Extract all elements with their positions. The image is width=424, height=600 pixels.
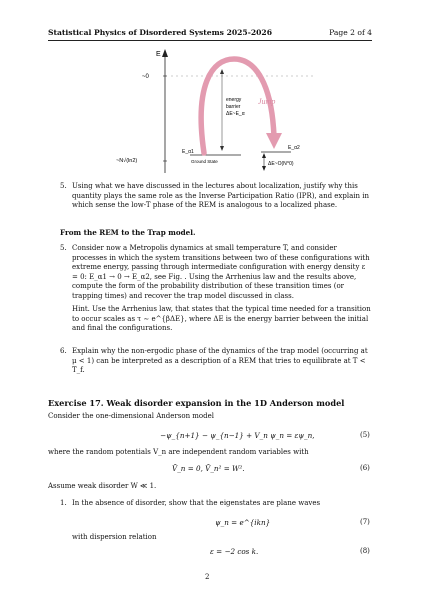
label-ea1: E_α1 <box>182 149 194 155</box>
energy-landscape-figure <box>116 45 366 175</box>
label-delta: ΔE~O(N^0) <box>268 161 294 167</box>
q6-text: Explain why the non-ergodic phase of the dynamics of the trap model (occurring at μ < 1) can be interpreted as a description of a REM that tries to equilibrate at T < T_f. <box>72 347 368 374</box>
page-header <box>48 28 372 41</box>
axis-label-E: E <box>156 51 161 58</box>
equation-8-number: (8) <box>360 547 370 555</box>
q5b-hint: Hint. Use the Arrhenius law, that states that the typical time needed for a transition to occur scales as τ ∼ e^{βΔE}, where ΔE is the energy barrier between the initial and final the configurations. <box>72 305 371 332</box>
ex17-dispersion: with dispersion relation <box>72 533 157 541</box>
ex17-q1-text: In the absence of disorder, show that the eigenstates are plane waves <box>72 499 321 507</box>
jump-arrowhead <box>266 133 282 149</box>
course-title: Statistical Physics of Disordered Systems 2025-2026 <box>48 28 272 37</box>
annot-barrier-3: ΔE~E_α <box>226 111 245 117</box>
q5b-text: Consider now a Metropolis dynamics at small temperature T, and consider processes in which the system transitions between two of these configurations with extreme energy, passing through intermediate configuration with energy density ε = 0: E_α1 → 0 → E_α2, see Fig. . Using the Arrhenius law and the results above, compute the form of the probability distribution of these transition times (or trapping times) and recover the trap model discussed in class. <box>72 244 370 300</box>
label-ground-state: Ground State <box>191 159 218 164</box>
ex17-q1-number: 1. <box>60 499 67 507</box>
tick-zero: ~0 <box>142 74 149 80</box>
page-label: Page 2 of 4 <box>329 28 372 37</box>
annot-barrier-2: barrier <box>226 104 241 110</box>
q5a-number: 5. <box>60 182 67 190</box>
equation-8: ε = −2 cos k. <box>210 547 259 556</box>
tick-low: ~N√(ln2) <box>116 158 138 164</box>
axis-arrow <box>162 49 168 57</box>
q6-number: 6. <box>60 347 67 355</box>
page-number: 2 <box>205 573 210 581</box>
equation-6-number: (6) <box>360 464 370 472</box>
label-ea2: E_α2 <box>288 145 300 151</box>
annot-barrier-1: energy <box>226 97 242 103</box>
annot-jump: Jump <box>258 97 276 106</box>
equation-5: −ψ_{n+1} − ψ_{n−1} + V_n ψ_n = εψ_n, <box>160 431 315 440</box>
q5b-number: 5. <box>60 244 67 252</box>
equation-6: V̄_n = 0, V̄_n² = W². <box>172 464 245 473</box>
subheading-rem-trap: From the REM to the Trap model. <box>60 228 196 237</box>
exercise-17-title: Exercise 17. Weak disorder expansion in the 1D Anderson model <box>48 398 345 408</box>
ex17-intro: Consider the one-dimensional Anderson model <box>48 412 215 420</box>
equation-5-number: (5) <box>360 431 370 439</box>
equation-7-number: (7) <box>360 518 370 526</box>
q5a-text: Using what we have discussed in the lectures about localization, justify why this quantity plays the same role as the Inverse Participation Ratio (IPR), and explain in which sense the low-T phase of the REM is analogous to a localized phase. <box>72 182 369 209</box>
equation-7: ψ_n = e^{ikn} <box>215 518 271 527</box>
ex17-where: where the random potentials V_n are independent random variables with <box>48 448 309 456</box>
ex17-assume: Assume weak disorder W ≪ 1. <box>48 482 157 490</box>
